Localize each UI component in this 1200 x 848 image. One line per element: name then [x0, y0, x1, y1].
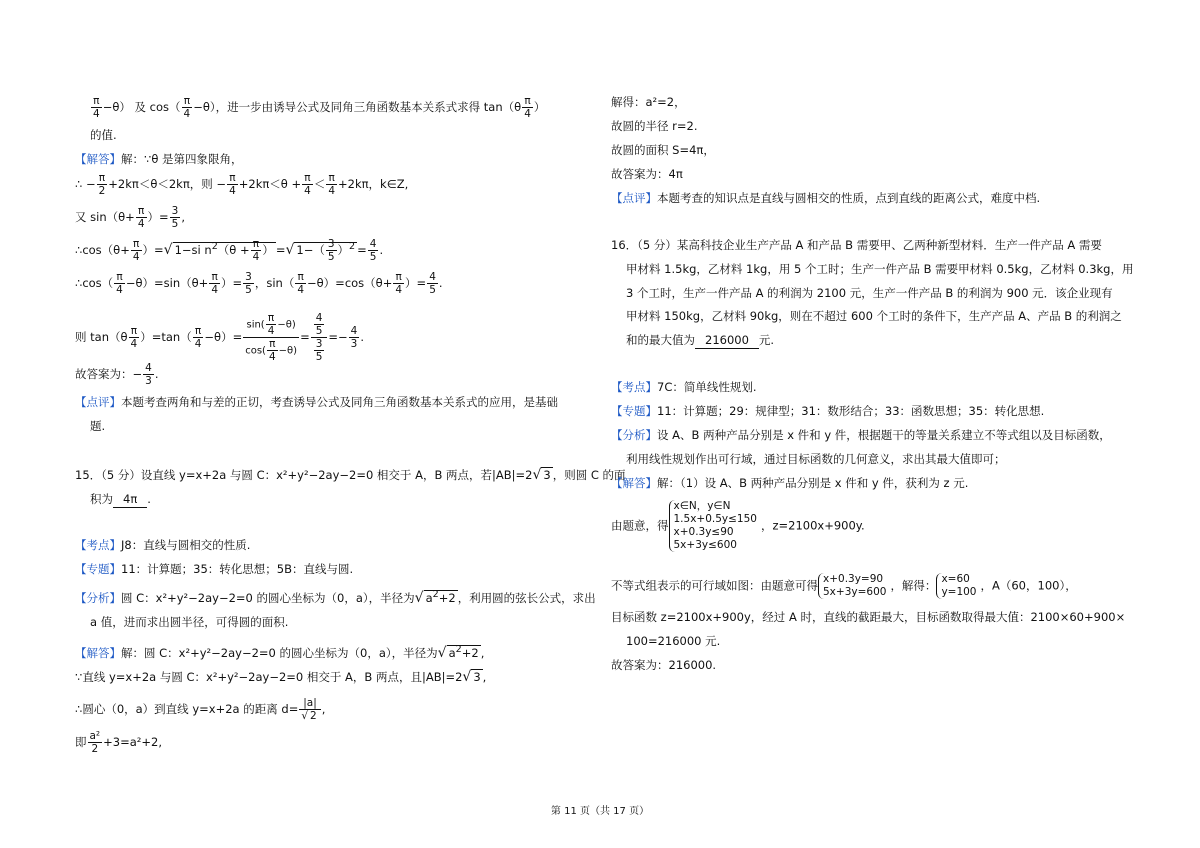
fraction: $\frac{\pi}{4}$: [93, 95, 100, 120]
section-tag-zhuanti: 【专题】: [611, 404, 657, 418]
jieda-15-line-4: 即 $\frac{\text{a²}}{2}$ +3=a²+2,: [75, 730, 163, 755]
answer-blank: 4π: [113, 492, 147, 508]
constraint-system-line: 由题意，得 x∈N，y∈N 1.5x+0.5y≤150 x+0.3y≤90 5x+3y≤600 ，z=2100x+900y.: [611, 500, 865, 551]
objective-line-1: 目标函数 z=2100x+900y，经过 A 时，直线的截距最大，目标函数取得最大值：2100×60+900×: [611, 610, 1126, 624]
left-continuation-line-2: 的值.: [90, 128, 117, 142]
right-line-solved: 解得：a²=2，: [611, 95, 686, 109]
solution-line-3: 又 sin（θ+ $\frac{\pi}{4}$ ）= $\frac{3}{5}$ ,: [75, 205, 185, 230]
answer-blank: 216000: [695, 333, 759, 349]
solution-line-5: ∴cos（ $\frac{\pi}{4}$ −θ）=sin（θ+ $\frac{\pi}{4}$ ）= $\frac{3}{5}$ ，sin（ $\frac{\pi}{4}$ −θ）=cos（θ+ $\frac{\pi}{4}$ ）= $\frac{4}{5}$ .: [75, 271, 443, 296]
question-16-line-2: 甲材料 1.5kg，乙材料 1kg，用 5 个工时；生产一件产品 B 需要甲材料 0.5kg，乙材料 0.3kg，用: [626, 262, 1134, 276]
question-16-line-5: 和的最大值为 216000 元.: [626, 333, 775, 347]
jieda-15-line-2: ∵直线 y=x+2a 与圆 C：x²+y²−2ay−2=0 相交于 A，B 两点，且|AB|=2√ 3 ,: [75, 669, 487, 685]
right-line-answer: 故答案为：4π: [611, 167, 683, 181]
solution-line-1: 【解答】解：∵θ 是第四象限角，: [75, 152, 243, 166]
right-zhuanti-line: 【专题】11：计算题；29：规律型；31：数形结合；33：函数思想；35：转化思想.: [611, 404, 1045, 418]
question-16-line-1: 16．（5 分）某高科技企业生产产品 A 和产品 B 需要甲、乙两种新型材料．生产一件产品 A 需要: [611, 238, 1102, 252]
fenxi-line-1: 【分析】圆 C：x²+y²−2ay−2=0 的圆心坐标为（0，a），半径为√ $a^2+2$ ，利用圆的弦长公式，求出: [75, 589, 596, 606]
section-tag-dianping: 【点评】: [75, 395, 121, 409]
question-16-line-4: 甲材料 150kg，乙材料 90kg，则在不超过 600 个工时的条件下，生产产品 A、产品 B 的利润之: [626, 309, 1122, 323]
zhuanti-line: 【专题】11：计算题；35：转化思想；5B：直线与圆.: [75, 562, 354, 576]
right-jieda-line-1: 【解答】解：（1）设 A、B 两种产品分别是 x 件和 y 件，获利为 z 元.: [611, 476, 969, 490]
kaodian-line: 【考点】J8：直线与圆相交的性质.: [75, 538, 251, 552]
left-continuation-line-1: $\frac{\pi}{4}$ −θ） 及 cos（ $\frac{\pi}{4}$ −θ），进一步由诱导公式及同角三角函数基本关系式求得 tan（θ $\frac{\pi}{4}$ ）: [93, 95, 546, 120]
solution-answer-line: 故答案为：− $\frac{4}{3}$ .: [75, 362, 159, 387]
section-tag-dianping: 【点评】: [611, 191, 657, 205]
solution-line-6: 则 tan（θ $\frac{\pi}{4}$ ）=tan（ $\frac{\pi}{4}$ −θ）= sin( $\frac{\pi}{4}$ −θ) cos( $\frac{\pi}{4}$ −θ) = $\frac{\frac{4}{5}}{\frac{3}{5}}$ =− $\frac{4}{3}$ .: [75, 312, 365, 363]
objective-line-2: 100=216000 元.: [626, 634, 721, 648]
section-tag-jieda: 【解答】: [611, 476, 657, 490]
section-tag-zhuanti: 【专题】: [75, 562, 121, 576]
jieda-15-line-3: ∴圆心（0，a）到直线 y=x+2a 的距离 d= $\frac{|a|}{√ 2}$ ,: [75, 697, 326, 722]
question-16-line-3: 3 个工时，生产一件产品 A 的利润为 2100 元，生产一件产品 B 的利润为 900 元．该企业现有: [626, 286, 1113, 300]
comment-line-2: 题.: [90, 419, 106, 433]
section-tag-fenxi: 【分析】: [75, 590, 121, 605]
right-answer-line: 故答案为：216000.: [611, 658, 717, 672]
right-fenxi-line-1: 【分析】设 A、B 两种产品分别是 x 件和 y 件，根据题干的等量关系建立不等式组以及目标函数，: [611, 428, 1111, 442]
right-line-area: 故圆的面积 S=4π，: [611, 143, 715, 157]
section-tag-kaodian: 【考点】: [75, 538, 121, 552]
section-tag-jieda: 【解答】: [75, 645, 121, 660]
right-line-radius: 故圆的半径 r=2.: [611, 119, 698, 133]
question-15-line-2: 积为 4π .: [90, 492, 151, 506]
question-15-line-1: 15．（5 分）设直线 y=x+2a 与圆 C：x²+y²−2ay−2=0 相交于 A，B 两点，若|AB|=2√ 3 ，则圆 C 的面: [75, 467, 626, 483]
solution-system: x=60 y=100: [936, 573, 980, 599]
fraction: $\frac{\pi}{4}$: [183, 95, 191, 120]
comment-line-1: 【点评】本题考查两角和与差的正切，考查诱导公式及同角三角函数基本关系式的应用，是基础: [75, 395, 558, 409]
fraction: $\frac{\pi}{4}$: [524, 95, 531, 120]
solution-line-2: ∴ − $\frac{\pi}{2}$ +2kπ＜θ＜2kπ，则 − $\frac{\pi}{4}$ +2kπ＜θ + $\frac{\pi}{4}$ ＜ $\frac{\pi}{4}$ +2kπ，k∈Z,: [75, 172, 409, 197]
section-tag-fenxi: 【分析】: [611, 428, 657, 442]
right-fenxi-line-2: 利用线性规划作出可行域，通过目标函数的几何意义，求出其最大值即可；: [626, 452, 1006, 466]
page-footer: 第 11 页（共 17 页）: [550, 806, 650, 817]
right-kaodian-line: 【考点】7C：简单线性规划.: [611, 380, 757, 394]
constraint-system: x∈N，y∈N 1.5x+0.5y≤150 x+0.3y≤90 5x+3y≤600: [669, 500, 761, 552]
solution-line-4: ∴cos（θ+ $\frac{\pi}{4}$ ）=√ 1−si $n^2(\theta$ + $\frac{\pi}{4}$ ） =√ 1−（ $\frac{3}{5}$ ）$^2$ = $\frac{4}{5}$ .: [75, 238, 384, 263]
fenxi-line-2: a 值，进而求出圆半径，可得圆的面积.: [90, 615, 289, 629]
equation-system: x+0.3y=90 5x+3y=600: [818, 573, 890, 599]
section-tag-kaodian: 【考点】: [611, 380, 657, 394]
right-comment-line: 【点评】本题考查的知识点是直线与圆相交的性质，点到直线的距离公式，难度中档.: [611, 191, 1041, 205]
feasible-region-line: 不等式组表示的可行域如图：由题意可得 x+0.3y=90 5x+3y=600 ，解得： x=60 y=100 ，A（60，100），: [611, 573, 1077, 598]
section-tag-jieda: 【解答】: [75, 152, 121, 166]
jieda-15-line-1: 【解答】解：圆 C：x²+y²−2ay−2=0 的圆心坐标为（0，a），半径为√ $a^2+2$ ,: [75, 644, 485, 661]
